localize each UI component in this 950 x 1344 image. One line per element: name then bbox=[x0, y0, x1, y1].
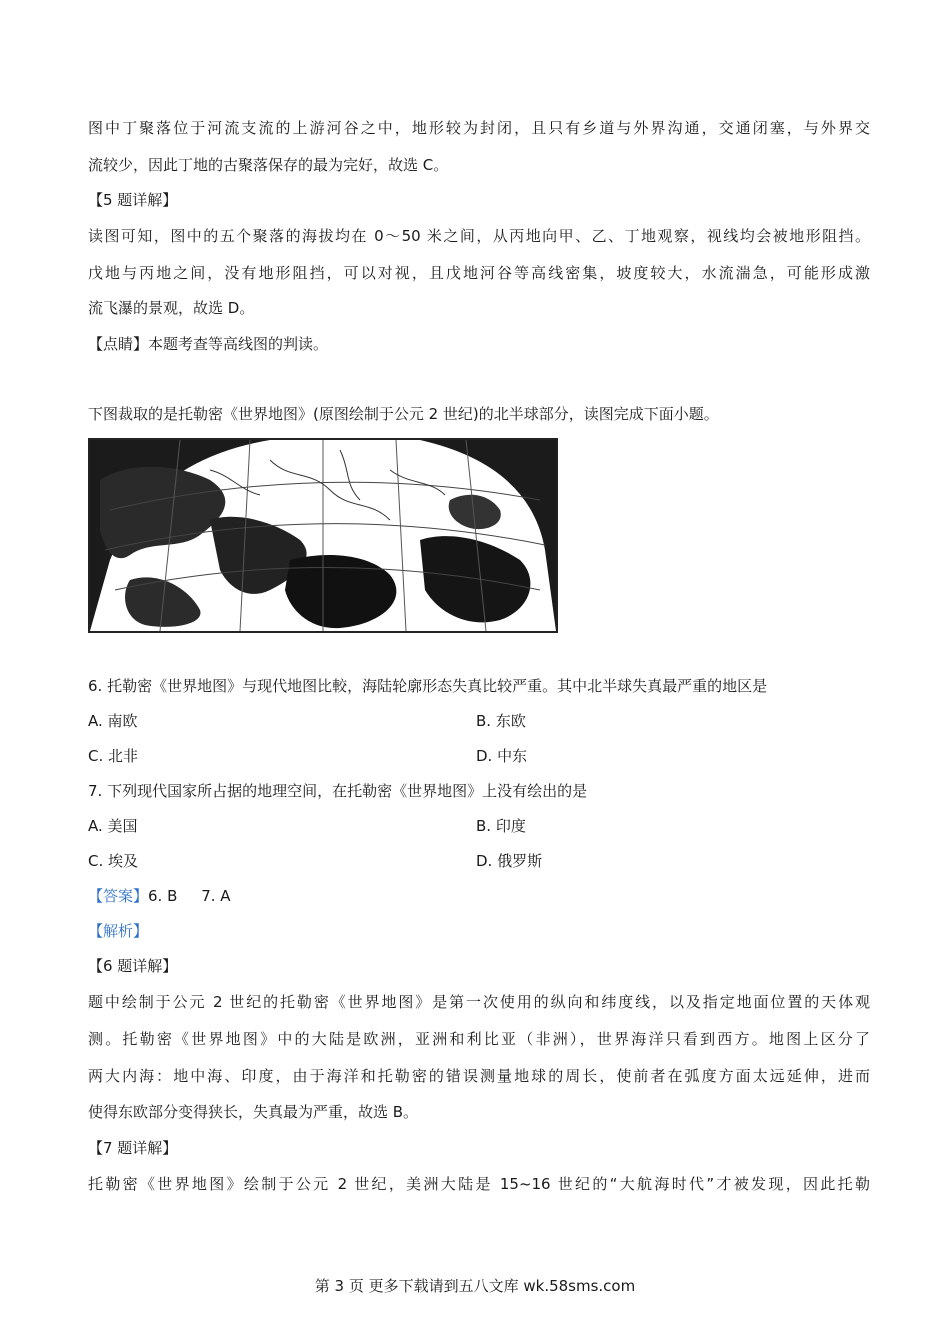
q7-option-c: C. 埃及 bbox=[88, 852, 139, 870]
paragraph-line: 流较少，因此丁地的古聚落保存的最为完好，故选 C。 bbox=[88, 156, 449, 174]
paragraph-line: 使得东欧部分变得狭长，失真最为严重，故选 B。 bbox=[88, 1103, 419, 1121]
dianjing-note: 【点睛】本题考查等高线图的判读。 bbox=[88, 335, 329, 353]
paragraph-line: 戊地与丙地之间，没有地形阻挡，可以对视，且戊地河谷等高线密集，坡度较大，水流湍急，可能形成激 bbox=[88, 264, 870, 282]
question-7-stem: 7. 下列现代国家所占据的地理空间，在托勒密《世界地图》上没有绘出的是 bbox=[88, 782, 588, 800]
answer-line bbox=[88, 886, 231, 906]
paragraph-line: 题中绘制于公元 2 世纪的托勒密《世界地图》是第一次使用的纵向和纬度线，以及指定地面位置的天体观 bbox=[88, 993, 870, 1011]
question-6-stem: 6. 托勒密《世界地图》与现代地图比較，海陆轮廓形态失真比较严重。其中北半球失真最严重的地区是 bbox=[88, 677, 768, 695]
section-heading-q5: 【5 题详解】 bbox=[88, 191, 178, 209]
answer-label: 【答案】 bbox=[88, 887, 149, 905]
q6-option-c: C. 北非 bbox=[88, 747, 139, 765]
paragraph-line: 测。托勒密《世界地图》中的大陆是欧洲，亚洲和利比亚（非洲），世界海洋只看到西方。地图上区分了 bbox=[88, 1030, 870, 1048]
section-heading-q7: 【7 题详解】 bbox=[88, 1139, 178, 1157]
intro-text: 下图裁取的是托勒密《世界地图》(原图绘制于公元 2 世纪)的北半球部分，读图完成下面小题。 bbox=[88, 405, 719, 423]
q7-option-b: B. 印度 bbox=[476, 817, 526, 835]
q6-option-b: B. 东欧 bbox=[476, 712, 526, 730]
paragraph-line: 读图可知，图中的五个聚落的海拔均在 0～50 米之间，从丙地向甲、乙、丁地观察，视线均会被地形阻挡。 bbox=[88, 227, 870, 245]
paragraph-line: 托勒密《世界地图》绘制于公元 2 世纪，美洲大陆是 15~16 世纪的“大航海时代”才被发现，因此托勒 bbox=[88, 1175, 870, 1193]
page-footer: 第 3 页 更多下载请到五八文库 wk.58sms.com bbox=[314, 1277, 636, 1295]
answer-text: 6. B 7. A bbox=[148, 887, 231, 905]
q6-option-d: D. 中东 bbox=[476, 747, 528, 765]
q7-option-d: D. 俄罗斯 bbox=[476, 852, 543, 870]
paragraph-line: 图中丁聚落位于河流支流的上游河谷之中，地形较为封闭，且只有乡道与外界沟通，交通闭塞，与外界交 bbox=[88, 119, 870, 137]
analysis-label: 【解析】 bbox=[88, 922, 149, 940]
map-drawing bbox=[90, 440, 556, 631]
paragraph-line: 流飞瀑的景观，故选 D。 bbox=[88, 299, 255, 317]
q6-option-a: A. 南欧 bbox=[88, 712, 138, 730]
paragraph-line: 两大内海：地中海、印度，由于海洋和托勒密的错误测量地球的周长，使前者在弧度方面太远延伸，进而 bbox=[88, 1067, 870, 1085]
q7-option-a: A. 美国 bbox=[88, 817, 138, 835]
ptolemy-map-image bbox=[88, 438, 558, 633]
section-heading-q6: 【6 题详解】 bbox=[88, 957, 178, 975]
